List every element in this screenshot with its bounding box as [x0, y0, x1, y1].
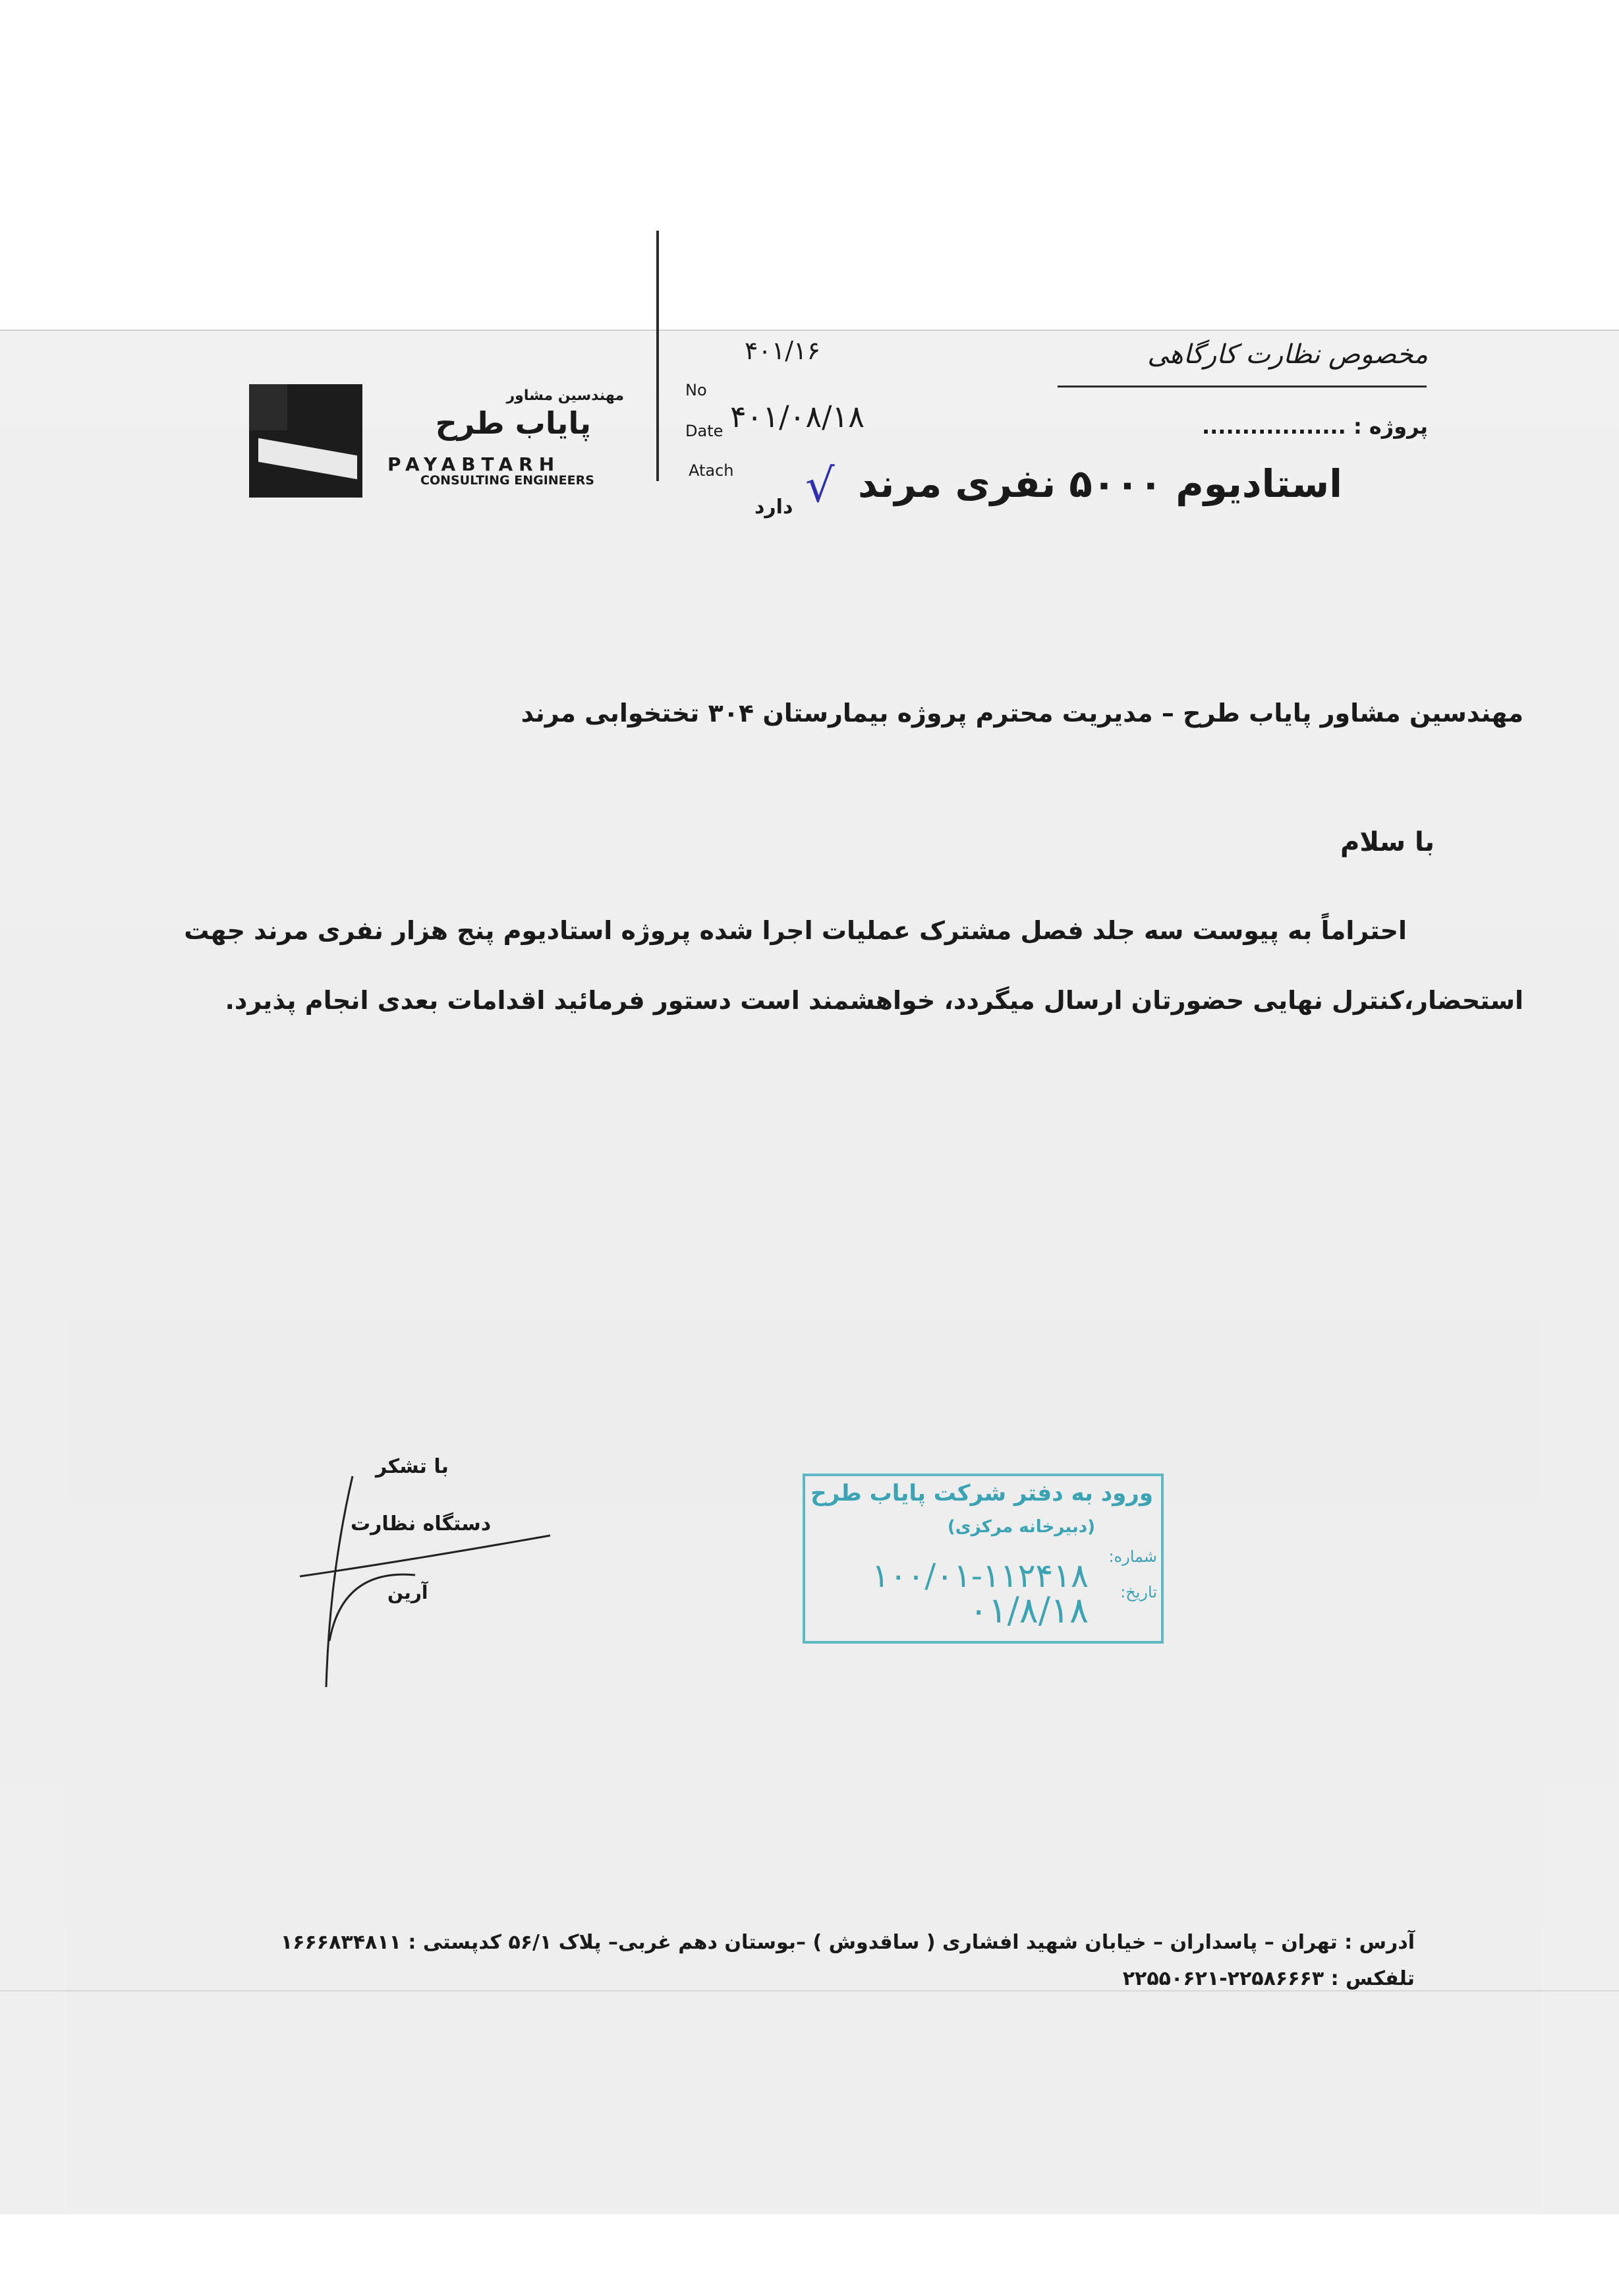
company-en: PAYABTARH	[387, 453, 561, 475]
recipient-line: مهندسین مشاور پایاب طرح – مدیریت محترم پروژه بیمارستان ۳۰۴ تختخوابی مرند	[521, 699, 1523, 728]
stamp-number-label: شماره:	[1108, 1547, 1157, 1566]
restricted-underline	[1058, 386, 1427, 387]
project-label: پروژه : ..................	[1201, 414, 1428, 439]
paragraph-line-2: استحضار،کنترل نهایی حضورتان ارسال میگردد، خواهشمند است دستور فرمائید اقدامات بعدی انجام پذیرد.	[225, 986, 1523, 1015]
stamp-date-label: تاریخ:	[1120, 1583, 1157, 1601]
header-divider	[656, 231, 659, 481]
scan-edge-top	[0, 330, 1619, 331]
footer-telefax: تلفکس : ۲۲۵۸۶۶۶۳-۲۲۵۵۰۶۲۱	[1122, 1967, 1415, 1990]
attach-label: Atach	[689, 461, 734, 480]
scan-background-lower	[66, 1318, 1542, 2208]
project-title: استادیوم ۵۰۰۰ نفری مرند	[857, 461, 1342, 506]
no-label: No	[685, 381, 707, 399]
scan-edge-bottom	[0, 1990, 1619, 1992]
company-fa: پایاب طرح	[435, 405, 591, 441]
signature-thanks: با تشکر	[376, 1455, 449, 1478]
company-logo	[249, 384, 362, 498]
paragraph-line-1: احتراماً به پیوست سه جلد فصل مشترک عملیات اجرا شده پروژه استادیوم پنج هزار نفری مرند جهت	[184, 916, 1407, 945]
stamp-number-value: ۱۰۰/۰۱-۱۱۲۴۱۸	[871, 1557, 1089, 1595]
signature-unit: دستگاه نظارت	[351, 1512, 492, 1535]
logo-notch	[249, 384, 287, 430]
attach-value: دارد	[754, 496, 793, 519]
stamp-subtitle: (دبیرخانه مرکزی)	[947, 1517, 1095, 1537]
stamp-title: ورود به دفتر شرکت پایاب طرح	[810, 1480, 1153, 1507]
date-value: ۴۰۱/۰۸/۱۸	[730, 399, 865, 434]
no-value: ۴۰۱/۱۶	[745, 336, 820, 365]
greeting: با سلام	[1340, 827, 1434, 857]
handwritten-signature	[290, 1470, 554, 1694]
company-fa-small: مهندسین مشاور	[506, 387, 624, 404]
date-label: Date	[685, 422, 724, 440]
company-en-sub: CONSULTING ENGINEERS	[420, 473, 594, 488]
signature-name: آرین	[387, 1582, 428, 1603]
logo-slash	[258, 438, 357, 479]
attach-check: √	[805, 459, 835, 513]
footer-address: آدرس : تهران – پاسداران – خیابان شهید افشاری ( ساقدوش ) –بوستان دهم غربی– پلاک ۵۶/۱ کدپستی : ۱۶۶۶۸۳۴۸۱۱	[280, 1931, 1415, 1954]
stamp-date-value: ۰۱/۸/۱۸	[969, 1590, 1089, 1631]
received-stamp	[803, 1474, 1164, 1644]
restricted-label: مخصوص نظارت کارگاهی	[1147, 339, 1428, 370]
